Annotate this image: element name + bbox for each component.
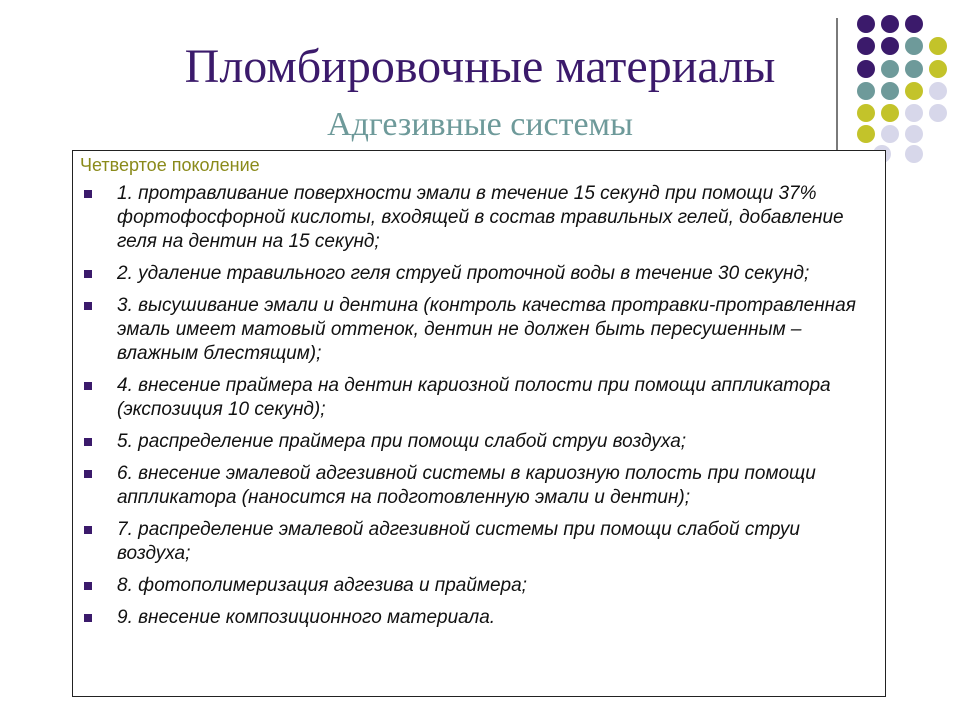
list-item — [80, 374, 878, 422]
list-item — [80, 606, 878, 630]
section-title: Четвертое поколение — [80, 155, 260, 175]
list-item — [80, 574, 878, 598]
decorative-dot — [905, 37, 923, 55]
list-item — [80, 182, 878, 254]
list-item-text: 3. высушивание эмали и дентина (контроль качества протравки-протравленная эмаль имеет матовый оттенок, дентин не должен быть пересушенным – влажным блестящим); — [117, 295, 856, 364]
decorative-dot — [929, 104, 947, 122]
decorative-dot — [905, 15, 923, 33]
decorative-dot — [929, 82, 947, 100]
decorative-dot — [857, 15, 875, 33]
list-item-text: 1. протравливание поверхности эмали в течение 15 секунд при помощи 37% фортофосфорной кислоты, входящей в состав травильных гелей, добавление геля на дентин на 15 секунд; — [117, 183, 844, 252]
decorative-dot — [905, 82, 923, 100]
decorative-dot — [929, 37, 947, 55]
decorative-dot — [929, 60, 947, 78]
list-item-text: 9. внесение композиционного материала. — [117, 607, 496, 628]
list-item-text: 5. распределение праймера при помощи слабой струи воздуха; — [117, 431, 687, 452]
list-item-text: 8. фотополимеризация адгезива и праймера; — [117, 575, 527, 596]
decorative-dot — [905, 60, 923, 78]
square-bullet-icon — [84, 614, 92, 622]
list-item — [80, 462, 878, 510]
list-item — [80, 430, 878, 454]
square-bullet-icon — [84, 582, 92, 590]
list-item — [80, 518, 878, 566]
steps-list — [80, 182, 878, 638]
list-item — [80, 262, 878, 286]
list-item-text: 2. удаление травильного геля струей проточной воды в течение 30 секунд; — [117, 263, 810, 284]
list-item-text: 4. внесение праймера на дентин кариозной полости при помощи аппликатора (экспозиция 10 секунд); — [117, 375, 831, 420]
square-bullet-icon — [84, 470, 92, 478]
list-item — [80, 294, 878, 366]
list-item-text: 7. распределение эмалевой адгезивной системы при помощи слабой струи воздуха; — [117, 519, 800, 564]
decorative-dot — [905, 145, 923, 163]
decorative-dot — [905, 104, 923, 122]
decorative-dot — [881, 15, 899, 33]
square-bullet-icon — [84, 526, 92, 534]
square-bullet-icon — [84, 270, 92, 278]
slide-subtitle: Адгезивные системы — [327, 106, 633, 143]
square-bullet-icon — [84, 190, 92, 198]
list-item-text: 6. внесение эмалевой адгезивной системы в кариозную полость при помощи аппликатора (наносится на подготовленную эмали и дентин); — [117, 463, 816, 508]
square-bullet-icon — [84, 382, 92, 390]
square-bullet-icon — [84, 438, 92, 446]
square-bullet-icon — [84, 302, 92, 310]
decorative-dot — [905, 125, 923, 143]
slide-title: Пломбировочные материалы — [184, 40, 776, 93]
